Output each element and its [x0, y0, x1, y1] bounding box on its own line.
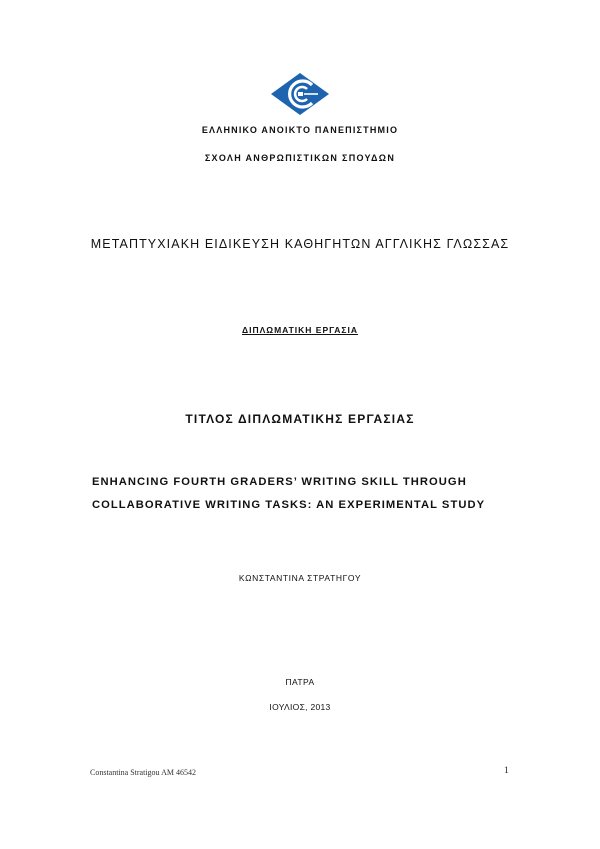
- date: ΙΟΥΛΙΟΣ, 2013: [269, 702, 331, 712]
- university-logo-icon: [270, 72, 330, 116]
- thesis-title-line-2: COLLABORATIVE WRITING TASKS: AN EXPERIMENTAL STUDY: [92, 499, 486, 511]
- school-name: ΣΧΟΛΗ ΑΝΘΡΩΠΙΣΤΙΚΩΝ ΣΠΟΥΔΩΝ: [204, 153, 396, 163]
- thesis-title-label: ΤΙΤΛΟΣ ΔΙΠΛΩΜΑΤΙΚΗΣ ΕΡΓΑΣΙΑΣ: [185, 412, 415, 426]
- page-number: 1: [504, 766, 509, 776]
- footer-author-id: Constantina Stratigou AM 46542: [90, 768, 196, 777]
- thesis-title: [92, 471, 512, 517]
- author-name: ΚΩΝΣΤΑΝΤΙΝΑ ΣΤΡΑΤΗΓΟΥ: [238, 573, 362, 583]
- city: ΠΑΤΡΑ: [285, 677, 315, 687]
- program-name: ΜΕΤΑΠΤΥΧΙΑΚΗ ΕΙΔΙΚΕΥΣΗ ΚΑΘΗΓΗΤΩΝ ΑΓΓΛΙΚΗΣ ΓΛΩΣΣΑΣ: [90, 237, 510, 251]
- university-name: ΕΛΛΗΝΙΚΟ ΑΝΟΙΚΤΟ ΠΑΝΕΠΙΣΤΗΜΙΟ: [201, 125, 399, 135]
- thesis-type: ΔΙΠΛΩΜΑΤΙΚΗ ΕΡΓΑΣΙΑ: [241, 325, 359, 335]
- thesis-title-line-1: ENHANCING FOURTH GRADERS’ WRITING SKILL THROUGH: [92, 476, 467, 488]
